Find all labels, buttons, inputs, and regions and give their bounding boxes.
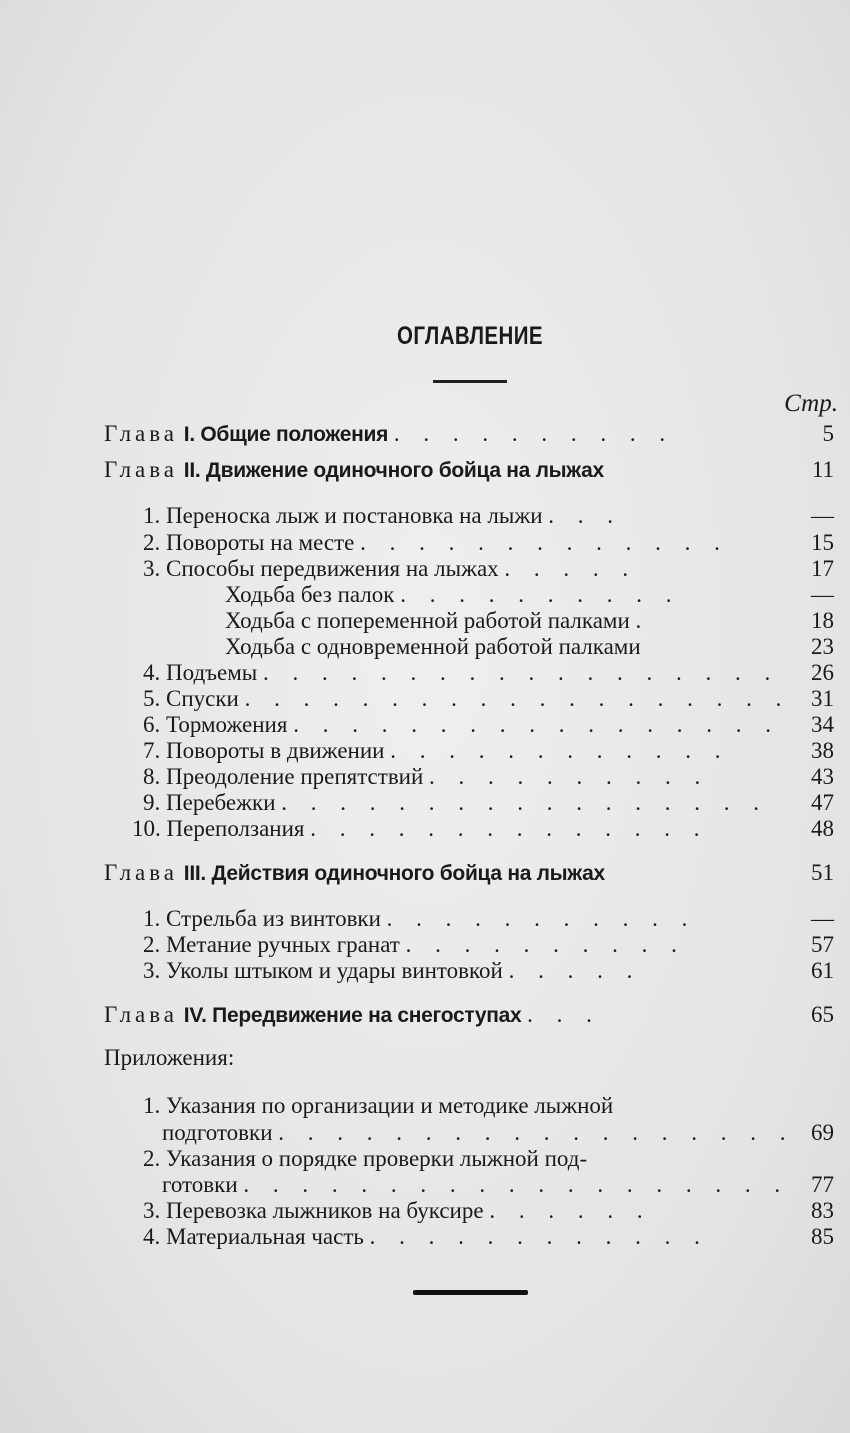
toc-entry-text bbox=[143, 503, 622, 529]
toc-entry-text bbox=[143, 906, 696, 932]
toc-entry-row bbox=[0, 1146, 850, 1172]
entry-title: Приложения: bbox=[104, 1045, 235, 1070]
page-number: 85 bbox=[811, 1224, 834, 1249]
leader-dots: . . . . . . . . . . . . . . . . . . bbox=[278, 1120, 795, 1145]
leader-dots: . . . . . . . . . . . bbox=[386, 906, 697, 931]
leader-dots: . . . . . . bbox=[489, 1198, 652, 1223]
toc-entry-row bbox=[0, 1198, 850, 1224]
toc-entry-text bbox=[143, 712, 780, 738]
toc-entry-text bbox=[143, 660, 779, 686]
chapter-lead: Глава bbox=[104, 457, 179, 482]
toc-entry-text bbox=[225, 608, 650, 634]
entry-title: 8. Преодоление препятствий bbox=[143, 764, 424, 789]
toc-entry-row bbox=[0, 582, 850, 608]
entry-title: 1. Стрельба из винтовки bbox=[143, 906, 381, 931]
toc-entry-row bbox=[0, 958, 850, 984]
page-number: 15 bbox=[811, 530, 834, 555]
leader-dots: . . . . . . . . . . bbox=[400, 582, 681, 607]
leader-dots: . . . . . . . . . . . . . . bbox=[310, 816, 709, 841]
leader-dots: . . . . . . . . . . bbox=[393, 421, 675, 446]
title-divider bbox=[433, 380, 507, 383]
toc-entry-row bbox=[0, 712, 850, 738]
toc-entry-text bbox=[143, 556, 637, 582]
entry-title: 3. Способы передвижения на лыжах bbox=[143, 556, 499, 581]
page-number: 18 bbox=[811, 608, 834, 633]
toc-entry-row bbox=[0, 1045, 850, 1071]
page-number: 69 bbox=[811, 1120, 834, 1145]
toc-entry-text bbox=[104, 421, 674, 448]
chapter-lead: Глава bbox=[104, 421, 179, 446]
toc-entry-text bbox=[143, 530, 729, 556]
chapter-title: III. Действия одиночного бойца на лыжах bbox=[183, 862, 605, 885]
leader-dots: . . . . . . . . . . . . bbox=[369, 1224, 709, 1249]
toc-entry-text bbox=[162, 1172, 789, 1198]
entry-title: 1. Указания по организации и методике лыжной bbox=[143, 1093, 614, 1118]
leader-dots: . . . . . . . . . . bbox=[405, 932, 686, 957]
toc-entry-row bbox=[0, 686, 850, 712]
entry-title: подготовки bbox=[162, 1120, 273, 1145]
entry-title: 7. Повороты в движении bbox=[143, 738, 385, 763]
leader-dots: . . . . . . . . . . . . bbox=[390, 738, 730, 763]
toc-entry-row bbox=[0, 738, 850, 764]
toc-entry-row bbox=[0, 1172, 850, 1198]
leader-dots: . . . . . . . . . . . . . . . . . . bbox=[263, 660, 780, 685]
page-number: 26 bbox=[811, 660, 834, 685]
toc-entry-row bbox=[0, 1120, 850, 1146]
entry-title: 5. Спуски bbox=[143, 686, 239, 711]
page-title: ОГЛАВЛЕНИЕ bbox=[397, 322, 543, 350]
leader-dots: . . . . . . . . . . . . . . . . . bbox=[293, 712, 780, 737]
chapter-lead: Глава bbox=[104, 860, 179, 885]
entry-title: готовки bbox=[162, 1172, 238, 1197]
toc-entry-row bbox=[0, 634, 850, 660]
toc-entry-text bbox=[143, 1198, 652, 1224]
page-number: 83 bbox=[811, 1198, 834, 1223]
page-number: 31 bbox=[811, 686, 834, 711]
toc-entry-row bbox=[0, 1224, 850, 1250]
toc-entry-text bbox=[143, 686, 790, 712]
toc-entry-row bbox=[0, 660, 850, 686]
page-number: 5 bbox=[822, 421, 834, 446]
entry-title: 3. Перевозка лыжников на буксире bbox=[143, 1198, 484, 1223]
entry-title: Ходьба с одновременной работой палками bbox=[225, 634, 641, 659]
entry-title: 9. Перебежки bbox=[143, 790, 276, 815]
toc-entry-text bbox=[162, 1120, 795, 1146]
page-number: 61 bbox=[811, 958, 834, 983]
toc-entry-row bbox=[0, 608, 850, 634]
leader-dots: . . . . . . . . . . . . . bbox=[360, 530, 729, 555]
entry-title: 1. Переноска лыж и постановка на лыжи bbox=[143, 503, 543, 528]
toc-entry-row bbox=[0, 556, 850, 582]
toc-entry-row bbox=[0, 906, 850, 932]
chapter-title: IV. Передвижение на снегоступах bbox=[183, 1004, 522, 1027]
toc-entry-text bbox=[143, 1093, 613, 1119]
leader-dots: . . . . . . . . . . bbox=[429, 764, 710, 789]
page-number: 47 bbox=[811, 790, 834, 815]
page-column-header: Стр. bbox=[784, 390, 838, 417]
toc-entry-text bbox=[143, 790, 768, 816]
chapter-lead: Глава bbox=[104, 1002, 179, 1027]
toc-entry-text bbox=[104, 1002, 601, 1029]
leader-dots: . . . . . . . . . . . . . . . . . . . bbox=[243, 1172, 790, 1197]
toc-entry-row bbox=[0, 530, 850, 556]
toc-entry-text bbox=[143, 1146, 587, 1172]
toc-entry-row bbox=[0, 816, 850, 842]
toc-entry-text bbox=[143, 1224, 709, 1250]
page-number: 51 bbox=[811, 860, 834, 885]
toc-chapter-row bbox=[0, 1002, 850, 1028]
leader-dots: . . . . . . . . . . . . . . . . . bbox=[281, 790, 769, 815]
toc-entry-text bbox=[143, 932, 686, 958]
page-number: 23 bbox=[811, 634, 834, 659]
end-divider bbox=[413, 1290, 528, 1295]
toc-entry-text bbox=[104, 1045, 234, 1071]
page-number: 57 bbox=[811, 932, 834, 957]
page-number: 43 bbox=[811, 764, 834, 789]
leader-dots: . . . bbox=[527, 1002, 601, 1027]
chapter-title: II. Движение одиночного бойца на лыжах bbox=[183, 459, 604, 482]
entry-title: 2. Метание ручных гранат bbox=[143, 932, 400, 957]
toc-entry-text bbox=[143, 764, 709, 790]
entry-title: 10. Переползания bbox=[132, 816, 305, 841]
toc-entry-text bbox=[104, 860, 605, 887]
page-number: — bbox=[811, 503, 834, 528]
entry-title: 4. Материальная часть bbox=[143, 1224, 364, 1249]
page-number: 65 bbox=[811, 1002, 834, 1027]
toc-entry-row bbox=[0, 790, 850, 816]
toc-entry-text bbox=[143, 738, 729, 764]
entry-title: 2. Указания о порядке проверки лыжной под- bbox=[143, 1146, 588, 1171]
leader-dots: . . . bbox=[548, 503, 623, 528]
leader-dots: . . . . . . . . . . . . . . . . . . . bbox=[244, 686, 791, 711]
page-number: 38 bbox=[811, 738, 834, 763]
leader-dots: . . . . . bbox=[504, 556, 638, 581]
entry-title: Ходьба без палок bbox=[225, 582, 395, 607]
toc-chapter-row bbox=[0, 421, 850, 447]
toc-entry-text bbox=[132, 816, 709, 842]
page-number: 17 bbox=[811, 556, 834, 581]
leader-dots: . . . . . bbox=[508, 958, 642, 983]
page-number: — bbox=[811, 906, 834, 931]
entry-title: 6. Торможения bbox=[143, 712, 288, 737]
page-number: 11 bbox=[811, 457, 834, 482]
leader-dots: . bbox=[635, 608, 651, 633]
entry-title: Ходьба с попеременной работой палками bbox=[225, 608, 630, 633]
toc-entry-row bbox=[0, 1093, 850, 1119]
toc-chapter-row bbox=[0, 457, 850, 483]
chapter-title: I. Общие положения bbox=[183, 423, 389, 446]
toc-chapter-row bbox=[0, 860, 850, 886]
toc-entry-text bbox=[104, 457, 604, 484]
page-number: 34 bbox=[811, 712, 834, 737]
toc-entry-text bbox=[143, 958, 641, 984]
toc-entry-row bbox=[0, 932, 850, 958]
toc-entry-row bbox=[0, 764, 850, 790]
toc-entry-row bbox=[0, 503, 850, 529]
page-number: 48 bbox=[811, 816, 834, 841]
page-number: 77 bbox=[811, 1172, 834, 1197]
toc-entry-text bbox=[225, 582, 680, 608]
page-number: — bbox=[811, 582, 834, 607]
entry-title: 4. Подъемы bbox=[143, 660, 258, 685]
entry-title: 2. Повороты на месте bbox=[143, 530, 355, 555]
toc-entry-text bbox=[225, 634, 641, 660]
entry-title: 3. Уколы штыком и удары винтовкой bbox=[143, 958, 503, 983]
